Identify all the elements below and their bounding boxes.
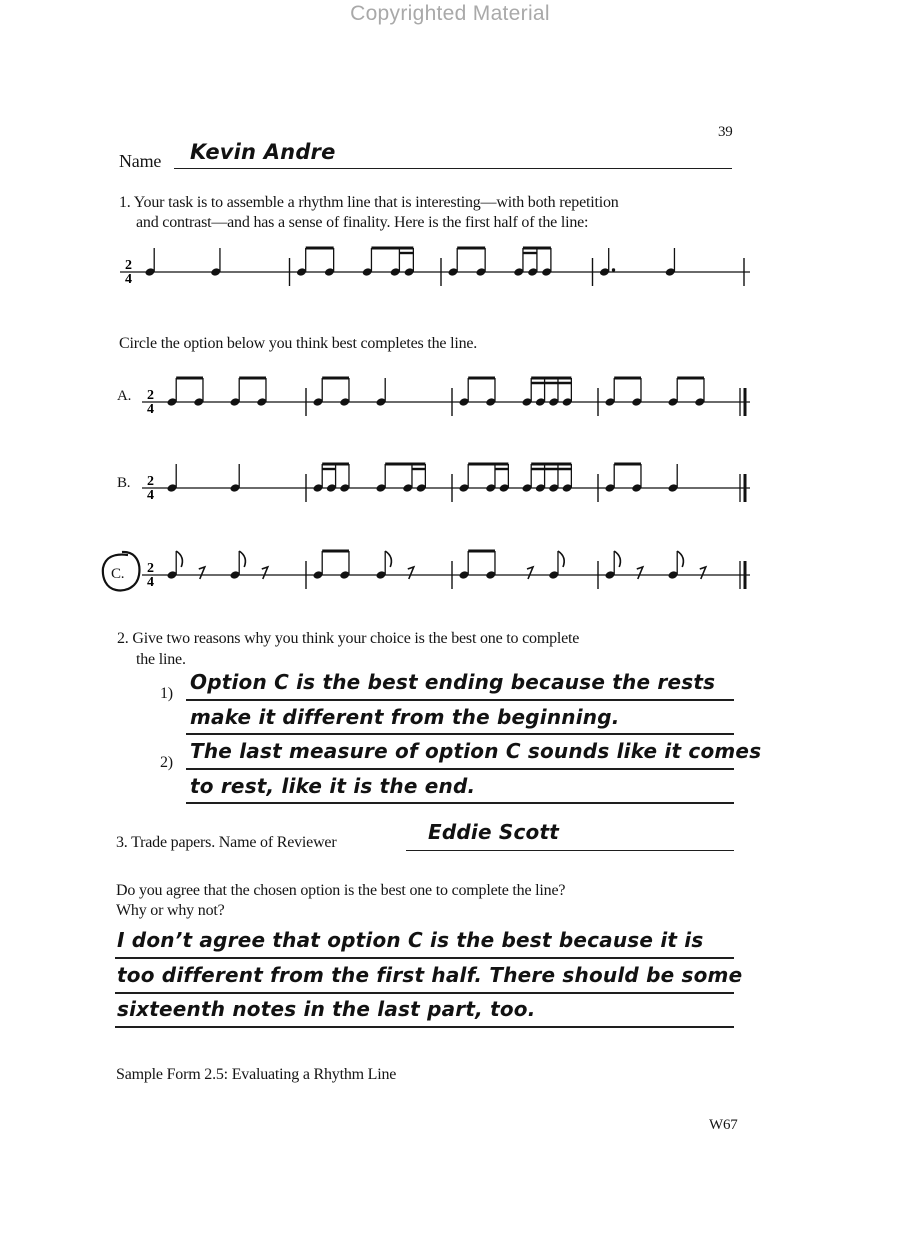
student-name[interactable]: Kevin Andre — [190, 140, 336, 164]
eighth-rest — [527, 567, 533, 579]
eighth-rest — [408, 567, 414, 579]
reason2-number: 2) — [160, 754, 173, 771]
reviewer-answer-line3[interactable]: sixteenth notes in the last part, too. — [117, 997, 536, 1021]
time-signature-top: 2 — [147, 388, 154, 403]
answer-rule2 — [115, 992, 734, 994]
question3-prompt-line2: Why or why not? — [116, 902, 225, 919]
question3-label: 3. Trade papers. Name of Reviewer — [116, 834, 337, 851]
given-rhythm-staff — [120, 240, 750, 300]
question1-line2: and contrast—and has a sense of finality. Here is the first half of the line: — [136, 214, 589, 231]
reason1-rule1 — [186, 699, 734, 701]
option-c-staff[interactable] — [142, 543, 750, 603]
note-flag — [558, 551, 564, 567]
copyright-watermark: Copyrighted Material — [350, 2, 550, 25]
dot — [612, 268, 615, 271]
name-underline — [174, 168, 732, 169]
reason2-rule1 — [186, 768, 734, 770]
option-a-label[interactable]: A. — [117, 388, 132, 404]
note-flag — [614, 551, 620, 567]
reason1-text-line2[interactable]: make it different from the beginning. — [190, 705, 620, 729]
option-b-label[interactable]: B. — [117, 475, 131, 491]
question1-instruction: Circle the option below you think best completes the line. — [119, 335, 478, 352]
question3-prompt-line1: Do you agree that the chosen option is the best one to complete the line? — [116, 882, 566, 899]
answer-rule1 — [115, 957, 734, 959]
answer-rule3 — [115, 1026, 734, 1028]
eighth-rest — [700, 567, 706, 579]
question2-line1: 2. Give two reasons why you think your choice is the best one to complete — [117, 630, 580, 647]
form-caption: Sample Form 2.5: Evaluating a Rhythm Line — [116, 1066, 397, 1083]
reviewer-underline — [406, 850, 734, 851]
option-a-staff[interactable] — [142, 370, 750, 430]
note-flag — [239, 551, 245, 567]
reviewer-answer-line2[interactable]: too different from the first half. There should be some — [117, 963, 743, 987]
reason1-number: 1) — [160, 685, 173, 702]
note-flag — [385, 551, 391, 567]
time-signature-top: 2 — [125, 258, 132, 273]
time-signature-top: 2 — [147, 561, 154, 576]
reason1-rule2 — [186, 733, 734, 735]
reason2-rule2 — [186, 802, 734, 804]
eighth-rest — [262, 567, 268, 579]
page-number: 39 — [718, 124, 733, 140]
reason1-text-line1[interactable]: Option C is the best ending because the rests — [190, 670, 716, 694]
time-signature-bottom: 4 — [147, 402, 154, 417]
option-b-staff[interactable] — [142, 456, 750, 516]
reason2-text-line2[interactable]: to rest, like it is the end. — [190, 774, 476, 798]
time-signature-bottom: 4 — [125, 272, 132, 287]
reviewer-name[interactable]: Eddie Scott — [428, 820, 559, 844]
reviewer-answer-line1[interactable]: I don’t agree that option C is the best because it is — [117, 928, 704, 952]
question2-line2: the line. — [136, 651, 186, 668]
note-flag — [677, 551, 683, 567]
eighth-rest — [637, 567, 643, 579]
time-signature-bottom: 4 — [147, 575, 154, 590]
time-signature-bottom: 4 — [147, 488, 154, 503]
question1-line1: 1. Your task is to assemble a rhythm line that is interesting—with both repetition — [119, 194, 619, 211]
eighth-rest — [199, 567, 205, 579]
note-flag — [176, 551, 182, 567]
name-label: Name — [119, 151, 162, 171]
reason2-text-line1[interactable]: The last measure of option C sounds like it comes — [190, 739, 762, 763]
option-c-label[interactable]: C. — [111, 566, 125, 582]
footer-code: W67 — [709, 1117, 738, 1133]
time-signature-top: 2 — [147, 474, 154, 489]
